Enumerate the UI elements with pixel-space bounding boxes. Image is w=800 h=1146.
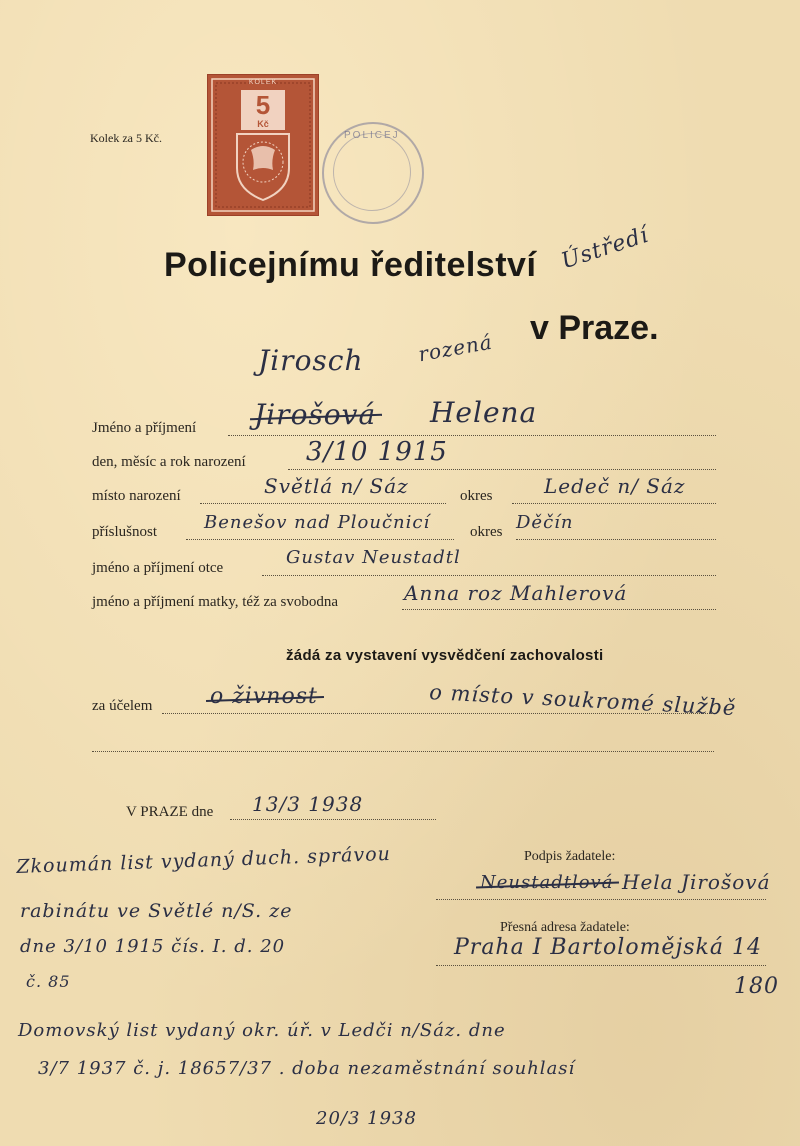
stamp-currency: Kč bbox=[257, 119, 269, 129]
father-label: jméno a příjmení otce bbox=[92, 560, 224, 576]
request-heading: žádá za vystavení vysvědčení zachovalosti bbox=[286, 647, 604, 664]
place-label: místo narození bbox=[92, 488, 181, 504]
date-label: V PRAZE dne bbox=[126, 804, 214, 820]
note-line-6: 3/7 1937 č. j. 18657/37 . doba nezaměstnání souhlasí bbox=[38, 1058, 576, 1079]
revenue-stamp bbox=[207, 74, 319, 216]
district2-value: Děčín bbox=[516, 512, 574, 533]
date-value: 13/3 1938 bbox=[252, 792, 364, 816]
purpose-value: o místo v soukromé službě bbox=[428, 680, 737, 721]
place-value: Světlá n/ Sáz bbox=[264, 474, 409, 498]
district2-label: okres bbox=[470, 524, 503, 540]
mother-label: jméno a příjmení matky, též za svobodna bbox=[92, 594, 339, 610]
name-label: Jméno a příjmení bbox=[92, 420, 197, 436]
name-note: rozená bbox=[416, 329, 495, 367]
address-value: Praha I Bartolomějská 14 bbox=[454, 935, 762, 960]
note-line-2: rabinátu ve Světlé n/S. ze bbox=[20, 900, 293, 922]
stamp-caption: Kolek za 5 Kč. bbox=[90, 131, 162, 145]
district-label: okres bbox=[460, 488, 493, 504]
name-value: Helena bbox=[430, 396, 538, 429]
note-line-1: Zkoumán list vydaný duch. správou bbox=[16, 842, 392, 878]
stamp-top-text: KOLEK bbox=[248, 79, 278, 86]
signature-value: Hela Jirošová bbox=[622, 870, 771, 894]
page-title: Policejnímu ředitelství bbox=[164, 246, 537, 284]
signature-label: Podpis žadatele: bbox=[524, 849, 616, 864]
page-title-city: v Praze. bbox=[530, 309, 659, 347]
district-value: Ledeč n/ Sáz bbox=[544, 474, 686, 498]
note-line-5: Domovský list vydaný okr. úř. v Ledči n/Sáz. dne bbox=[18, 1020, 506, 1041]
address-number: 180 bbox=[734, 974, 779, 999]
citizenship-label: příslušnost bbox=[92, 524, 158, 540]
postmark-text: POLICEJ bbox=[344, 130, 400, 141]
note-line-7: 20/3 1938 bbox=[316, 1108, 417, 1129]
signature-struck: Neustadtlová bbox=[480, 872, 614, 893]
postmark bbox=[322, 122, 424, 224]
purpose-label: za účelem bbox=[92, 698, 153, 714]
birth-label: den, měsíc a rok narození bbox=[92, 454, 246, 470]
heading-annotation: Ústředí bbox=[558, 222, 652, 275]
name-above: Jirosch bbox=[258, 344, 364, 377]
father-value: Gustav Neustadtl bbox=[286, 547, 461, 568]
mother-value: Anna roz Mahlerová bbox=[404, 581, 628, 605]
purpose-struck: o živnost bbox=[210, 684, 318, 709]
birth-value: 3/10 1915 bbox=[306, 437, 448, 467]
stamp-value: 5 bbox=[255, 90, 271, 120]
note-line-3: dne 3/10 1915 čís. I. d. 20 bbox=[20, 936, 286, 957]
name-struck: Jirošová bbox=[254, 398, 377, 431]
citizenship-value: Benešov nad Ploučnicí bbox=[204, 512, 431, 533]
note-line-4: č. 85 bbox=[26, 972, 71, 991]
address-label: Přesná adresa žadatele: bbox=[500, 920, 630, 935]
